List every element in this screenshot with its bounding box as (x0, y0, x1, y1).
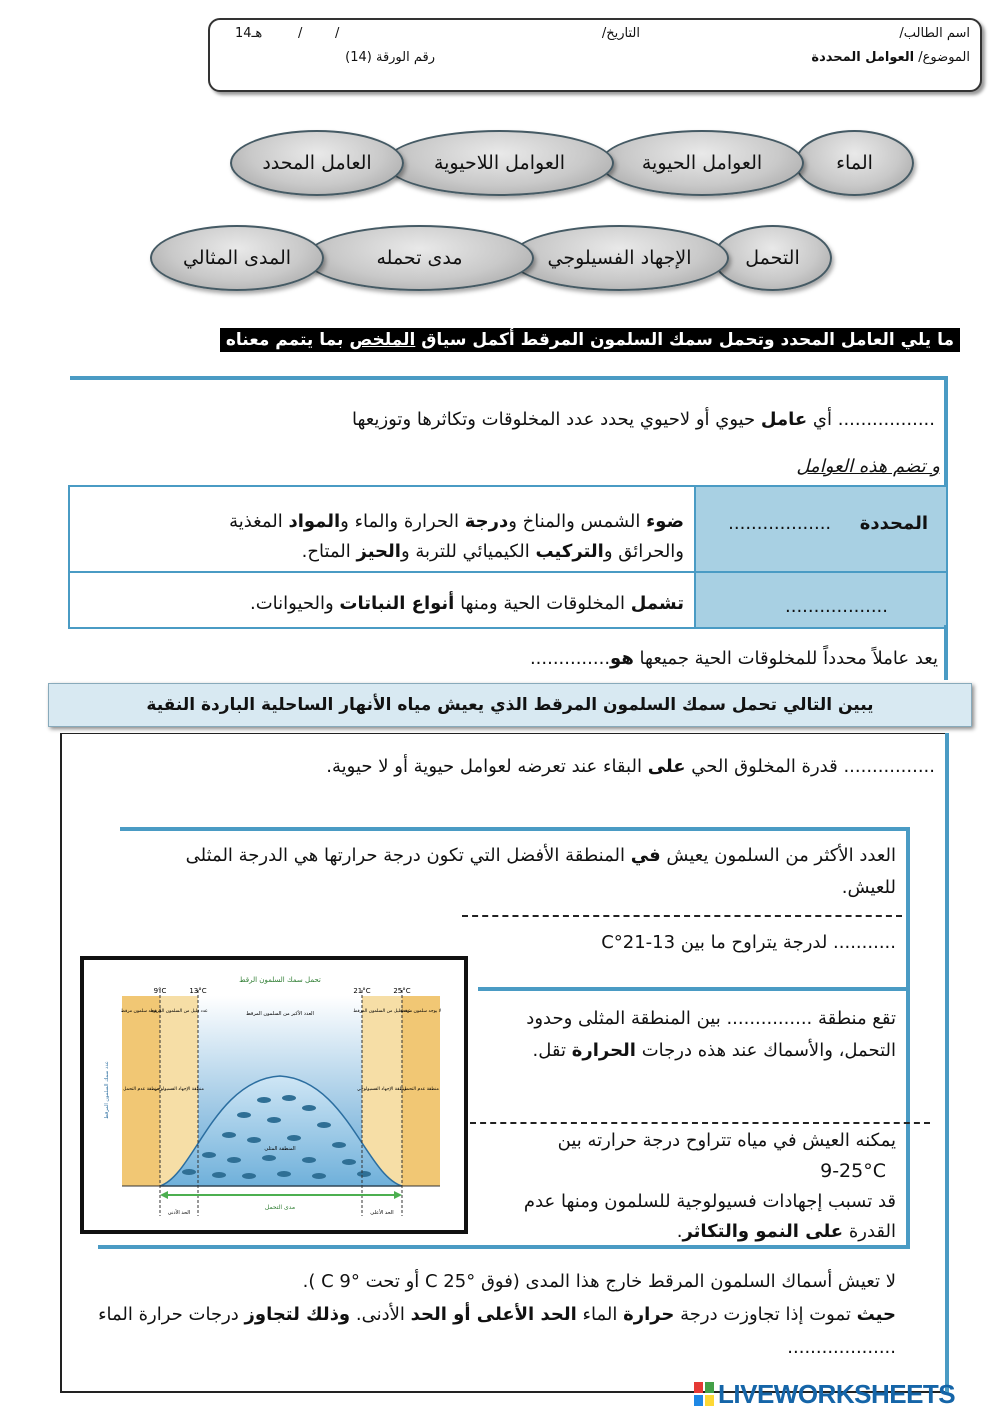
zone-top-label: لا يوجد سلمون مرقط (400, 1009, 442, 1014)
limiting-factor-line: يعد عاملاً محدداً للمخلوقات الحية جميعها هو.............. (529, 648, 938, 669)
word-bank-item[interactable]: التحمل (713, 225, 832, 291)
row1-text: ضوء الشمس والمناخ ودرجة الحرارة والماء والمواد المغذية والحرائق والتركيب الكيميائي للتربة والحيز المتاح. (229, 511, 684, 562)
row2-blank[interactable]: .................. (785, 596, 888, 617)
salmon-chart (84, 960, 464, 1230)
word-bank-item[interactable]: الإجهاد الفسيلوجي (510, 225, 729, 291)
dashed-divider (462, 915, 902, 917)
table-divider-v (694, 487, 696, 627)
factors-table (68, 485, 948, 629)
range-text: يمكنه العيش في مياه تتراوح درجة حرارته بين 9-25°C قد تسبب إجهادات فسيولوجية للسلمون ومنها عدم القدرة على النمو والتكاثر. (523, 1130, 896, 1242)
zone-mid-label: منطقة عدم التحمل (123, 1087, 159, 1092)
range-label: مدى التحمل (264, 1204, 296, 1211)
row2-text: تشمل المخلوقات الحية ومنها أنواع النباتات والحيوانات. (249, 593, 684, 614)
brand-logo (694, 1378, 994, 1410)
optimum-range: ........... لدرجة يتراوح ما بين 13-21°C (601, 932, 896, 953)
subject-value: العوامل المحددة (811, 50, 915, 65)
salmon-chart-frame (80, 956, 468, 1234)
optimum-top-line (120, 827, 910, 831)
optimum-blank[interactable]: ........... (833, 932, 896, 953)
tolerance-blank[interactable]: ................ (843, 756, 935, 777)
frame-right-3 (945, 733, 949, 1393)
tick-25: 25°C (393, 987, 411, 995)
includes-label: و تضم هذه العوامل (796, 456, 940, 477)
upper-limit-label: الحد الأعلى (370, 1210, 394, 1216)
date-sep-2: / (335, 26, 340, 41)
row1-blank[interactable]: .................. (728, 513, 832, 534)
death-top-line (98, 1245, 910, 1249)
y-axis-label: عدد سمك السلمون المرقط (104, 1061, 110, 1119)
zone-top-label: العدد الأكبر من السلمون المرقط (246, 1011, 314, 1017)
word-bank-item[interactable]: الماء (795, 130, 914, 196)
zone-top-label: لا يوجد سلمون مرقط (120, 1009, 162, 1014)
death-blank[interactable]: ................... (787, 1337, 896, 1358)
table-divider-h (70, 571, 946, 573)
word-bank-item[interactable]: مدى تحمله (305, 225, 534, 291)
limiting-blank[interactable]: .............. (529, 648, 611, 669)
death-text: لا تعيش أسماك السلمون المرقط خارج هذا المدى (فوق °C 25 أو تحت °C 9 ). حيث تموت إذا تجاوزت درجة حرارة الماء الحد الأعلى أو الحد الأدنى. وذلك لتجاوز درجات حرارة الماء ................... (98, 1271, 896, 1358)
sheet-number: رقم الورقة (14) (345, 50, 435, 65)
word-bank-item[interactable]: العوامل الحيوية (600, 130, 804, 196)
boxes-right-line (906, 827, 910, 1247)
definition-line: ................. أي عامل حيوي أو لاحيوي يحدد عدد المخلوقات وتكاثرها وتوزيعها (351, 409, 935, 430)
lower-limit-label: الحد الأدنى (167, 1210, 191, 1216)
brand-text: LIVEWORKSHEETS (718, 1378, 956, 1409)
zone-mid-label: منطقة الإجهاد الفسيولوجي (154, 1087, 204, 1092)
tick-13: 13°C (189, 987, 207, 995)
section2-title: يبين التالي تحمل سمك السلمون المرقط الذي يعيش مياه الأنهار الساحلية الباردة النقية (48, 683, 972, 727)
optimum-text: العدد الأكثر من السلمون يعيش في المنطقة الأفضل التي تكون درجة حرارتها هي الدرجة المثلى للعيش. (185, 845, 896, 898)
year: 14هـ (235, 26, 263, 41)
header-box (208, 18, 982, 92)
tick-21: 21°C (353, 987, 371, 995)
frame-right (944, 376, 948, 486)
stress-top-line (478, 987, 908, 991)
stress-text: تقع منطقة ............... بين المنطقة المثلى وحدود التحمل، والأسماك عند هذه درجات الحرارة تقل. (526, 1008, 896, 1061)
date-sep-1: / (298, 26, 303, 41)
arrow-head-right (394, 1191, 402, 1199)
word-bank-item[interactable]: العامل المحدد (230, 130, 404, 196)
tick-9: 9°C (153, 987, 167, 995)
zone-mid-label: منطقة عدم التحمل (403, 1087, 439, 1092)
zone-top-label: عدد قليل من السلمون المرقط (353, 1009, 411, 1014)
subject-label: الموضوع/ العوامل المحددة (811, 50, 970, 65)
section1-title: ما يلي العامل المحدد وتحمل سمك السلمون المرقط أكمل سياق الملخص بما يتمم معناه (220, 328, 960, 352)
chart-title: تحمل سمك السلمون الرقط (239, 976, 321, 984)
date-label: التاريخ/ (601, 26, 640, 41)
dashed-divider-2 (470, 1122, 930, 1124)
tolerance-line: ................ قدرة المخلوق الحي على البقاء عند تعرضه لعوامل حيوية أو لا حيوية. (326, 756, 935, 777)
zone-top-label: عدد قليل من السلمون المرقط (150, 1009, 208, 1014)
zone-mid-label: منطقة الإجهاد الفسيولوجي (357, 1087, 407, 1092)
zone-mid-label: المنطقة المثلى (264, 1146, 296, 1152)
frame-right-2 (944, 625, 948, 680)
row1-label: المحددة .................. (728, 513, 928, 534)
frame-top (70, 376, 948, 380)
brand-icon (694, 1382, 714, 1406)
stress-blank[interactable]: ............... (726, 1008, 813, 1029)
arrow-head-left (160, 1191, 168, 1199)
student-label: اسم الطالب/ (899, 26, 970, 41)
word-bank-item[interactable]: المدى المثالي (150, 225, 324, 291)
word-bank-item[interactable]: العوامل اللاحيوية (385, 130, 614, 196)
